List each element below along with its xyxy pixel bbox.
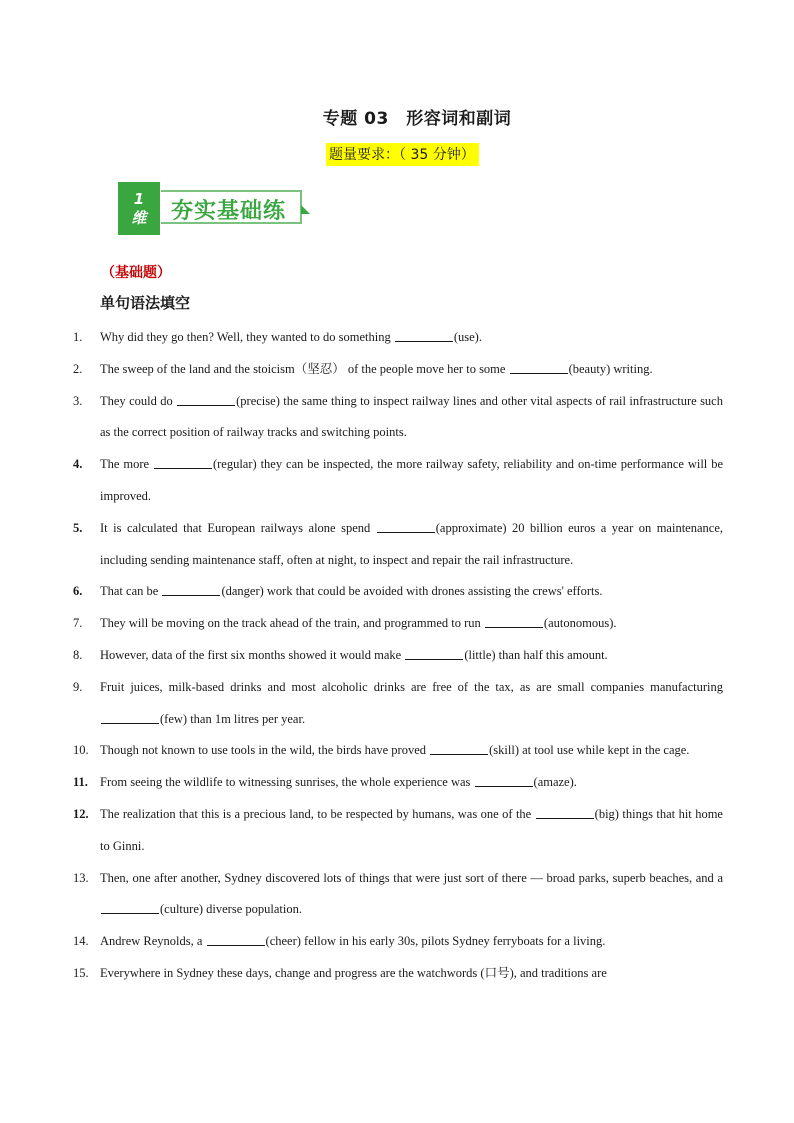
question-item <box>73 926 723 958</box>
question-number: 5. <box>73 520 83 535</box>
question-list <box>73 322 723 990</box>
question-text-before: It is calculated that European railways alone spend <box>100 520 376 535</box>
question-text-before: They will be moving on the track ahead of the train, and programmed to run <box>100 616 484 631</box>
answer-blank[interactable] <box>377 519 435 533</box>
answer-blank[interactable] <box>475 773 533 787</box>
question-number: 1. <box>73 330 83 344</box>
question-number: 4. <box>73 457 83 472</box>
question-text-after: (few) than 1m litres per year. <box>160 711 306 726</box>
answer-blank[interactable] <box>405 646 463 660</box>
question-item <box>73 799 723 863</box>
question-text-before: From seeing the wildlife to witnessing sunrises, the whole experience was <box>100 775 474 790</box>
question-number: 6. <box>73 584 83 599</box>
time-requirement: 题量要求：（ 35 分钟） <box>326 143 479 166</box>
banner-number: 1 <box>133 189 145 208</box>
question-number: 2. <box>73 361 83 376</box>
question-text-before: They could do <box>100 393 177 408</box>
question-text-after: (culture) diverse population. <box>160 902 302 917</box>
question-text-after: (precise) the same thing to inspect railway lines and other vital aspects of rail infrastructure such as the correct position of railway tracks and switching points. <box>100 393 723 440</box>
question-item <box>73 863 723 927</box>
section-heading: 单句语法填空 <box>100 294 191 312</box>
question-text-after: (regular) they can be inspected, the more railway safety, reliability and on-time performance will be improved. <box>100 457 723 503</box>
answer-blank[interactable] <box>510 360 568 374</box>
question-item <box>73 735 723 767</box>
question-text-after: (autonomous). <box>543 616 617 631</box>
question-item <box>73 640 723 672</box>
question-number: 10. <box>73 743 89 758</box>
answer-blank[interactable] <box>101 710 159 724</box>
page-title: 专题 03 形容词和副词 <box>322 109 512 129</box>
question-item <box>73 608 723 640</box>
answer-blank[interactable] <box>536 805 594 819</box>
answer-blank[interactable] <box>101 900 159 914</box>
banner-tail-icon <box>301 205 310 214</box>
question-text-before: Though not known to use tools in the wild, the birds have proved <box>100 743 430 758</box>
question-number: 15. <box>73 965 89 980</box>
question-item <box>73 958 723 990</box>
question-number: 13. <box>73 870 89 885</box>
answer-blank[interactable] <box>207 932 265 946</box>
question-item <box>73 449 723 513</box>
question-text-after: (amaze). <box>533 775 577 790</box>
answer-blank[interactable] <box>154 455 212 469</box>
question-text-after: (use). <box>453 330 482 344</box>
question-text-before: That can be <box>100 584 162 599</box>
question-number: 12. <box>73 806 89 821</box>
question-item <box>73 672 723 736</box>
question-text-before: Then, one after another, Sydney discovered lots of things that were just sort of there — broad parks, superb beaches, and a <box>100 870 723 885</box>
question-text-after: (beauty) writing. <box>568 361 653 376</box>
question-text-after: (skill) at tool use while kept in the cage. <box>489 743 690 758</box>
banner-char: 维 <box>131 208 147 227</box>
question-item <box>73 354 723 386</box>
banner-badge <box>118 182 160 235</box>
answer-blank[interactable] <box>430 741 488 755</box>
question-item <box>73 576 723 608</box>
question-text-after: (danger) work that could be avoided with drones assisting the crews' efforts. <box>221 584 603 599</box>
question-text-before: Why did they go then? Well, they wanted to do something <box>100 330 394 344</box>
answer-blank[interactable] <box>177 392 235 406</box>
answer-blank[interactable] <box>395 328 453 342</box>
question-text-after: (little) than half this amount. <box>464 647 608 662</box>
question-item <box>73 322 723 354</box>
question-number: 11. <box>73 775 88 790</box>
question-item <box>73 513 723 577</box>
question-text-before: The sweep of the land and the stoicism（坚忍） of the people move her to some <box>100 361 509 376</box>
question-text-after: (approximate) 20 billion euros a year on maintenance, including sending maintenance staff, often at night, to inspect and repair the rail infrastructure. <box>100 520 723 567</box>
question-text-after: (big) things that hit home to Ginni. <box>100 806 723 853</box>
answer-blank[interactable] <box>485 614 543 628</box>
question-item <box>73 767 723 799</box>
section-tag: （基础题） <box>101 265 171 281</box>
question-number: 9. <box>73 679 83 694</box>
question-number: 14. <box>73 934 89 949</box>
question-text-after: (cheer) fellow in his early 30s, pilots Sydney ferryboats for a living. <box>265 934 606 949</box>
question-number: 8. <box>73 647 83 662</box>
question-item <box>73 386 723 450</box>
question-text-before: Fruit juices, milk-based drinks and most alcoholic drinks are free of the tax, as are small companies manufacturing <box>100 679 723 694</box>
question-text-before: The realization that this is a precious land, to be respected by humans, was one of the <box>100 806 535 821</box>
section-banner <box>118 182 318 238</box>
question-number: 3. <box>73 393 83 408</box>
question-text-before: Everywhere in Sydney these days, change and progress are the watchwords (口号), and traditions are <box>100 965 607 980</box>
question-text-before: The more <box>100 457 153 472</box>
question-text-before: Andrew Reynolds, a <box>100 934 206 949</box>
answer-blank[interactable] <box>162 582 220 596</box>
question-text-before: However, data of the first six months showed it would make <box>100 647 405 662</box>
banner-text: 夯实基础练 <box>171 199 287 224</box>
question-number: 7. <box>73 616 83 631</box>
